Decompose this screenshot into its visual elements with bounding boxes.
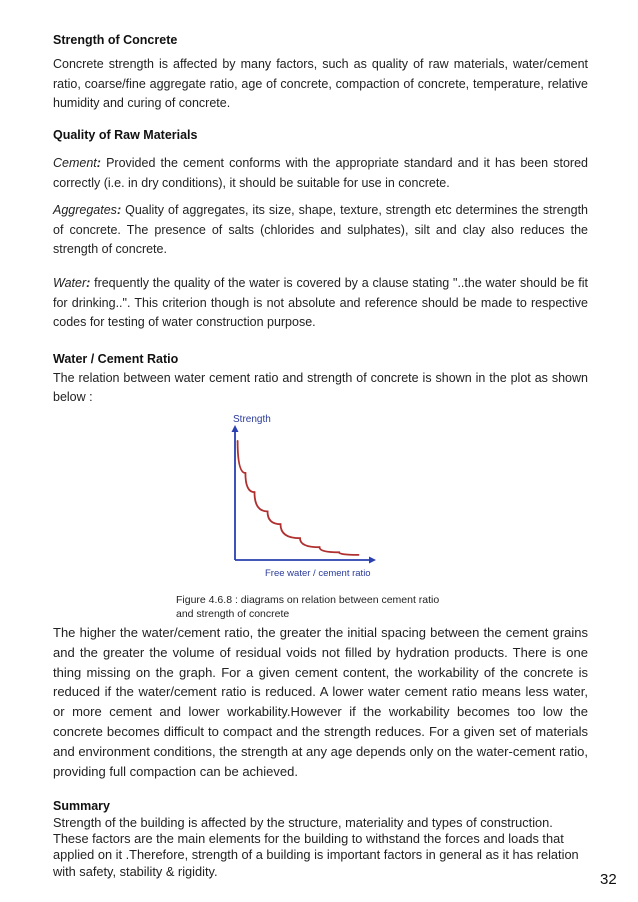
data-point <box>319 546 321 548</box>
heading-quality-raw-materials: Quality of Raw Materials <box>53 128 198 142</box>
data-point <box>280 523 282 525</box>
cement-text: Provided the cement conforms with the appropriate standard and it has been stored correctly (i.e. in dry conditions), it should be suitable for use in concrete. <box>53 156 588 190</box>
figure-caption <box>176 594 476 621</box>
data-point <box>338 551 340 553</box>
page-number: 32 <box>600 871 617 888</box>
x-axis-label: Free water / cement ratio <box>265 568 371 579</box>
data-point <box>245 472 247 474</box>
aggregates-colon: : <box>116 203 122 217</box>
water-colon: : <box>86 276 91 290</box>
strength-vs-wc-ratio-figure <box>222 410 392 582</box>
data-point <box>237 440 239 442</box>
data-point <box>254 491 256 493</box>
cement-colon: : <box>96 156 101 170</box>
paragraph-cement <box>53 154 588 193</box>
caption-line-2: and strength of concrete <box>176 607 290 620</box>
aggregates-label: Aggregates <box>53 203 117 217</box>
data-point <box>299 537 301 539</box>
paragraph-strength-factors: Concrete strength is affected by many factors, such as quality of raw materials, water/cement ratio, coarse/fine aggregate ratio, age of concrete, compaction of concrete, temperature, relative humidity and curing of concrete. <box>53 57 588 110</box>
aggregates-text: Quality of aggregates, its size, shape, texture, strength etc determines the strength of concrete. The presence of salts (chlorides and sulphates), silt and clay also reduces the strength of concrete. <box>53 203 588 256</box>
y-axis-label: Strength <box>233 414 271 425</box>
data-point <box>267 510 269 512</box>
heading-summary: Summary <box>53 799 110 813</box>
caption-line-1: Figure 4.6.8 : diagrams on relation between cement ratio <box>176 594 440 606</box>
water-text: frequently the quality of the water is covered by a clause stating "..the water should be fit for drinking..". This criterion though is not absolute and reference should be made to respective codes for testing of water construction purpose. <box>53 276 588 329</box>
paragraph-plot-intro: The relation between water cement ratio and strength of concrete is shown in the plot as shown below : <box>53 371 588 404</box>
data-point <box>358 554 360 556</box>
paragraph-water-cement-explanation: The higher the water/cement ratio, the greater the initial spacing between the cement grains and the greater the volume of residual voids not filled by hydration products. There is one thing missing on the graph. For a given cement content, the workability of the concrete is reduced if the water/cement ratio is reduced. A lower water cement ratio means less water, or more cement and lower workability.However if the workability becomes too low the concrete becomes difficult to compact and the strength reduces. For a given set of materials and environment conditions, the strength at any age depends only on the water-cement ratio, providing full compaction can be achieved. <box>53 625 588 779</box>
x-axis-arrow <box>369 557 376 564</box>
paragraph-water <box>53 274 588 333</box>
paragraph-summary: Strength of the building is affected by the structure, materiality and types of construction. These factors are the main elements for the building to withstand the forces and loads that applied on it .Therefore, strength of a building is important factors in general as it has relation with safety, stability & rigidity. <box>53 815 579 879</box>
heading-water-cement-ratio: Water / Cement Ratio <box>53 352 179 366</box>
strength-chart <box>222 410 392 582</box>
cement-label: Cement <box>53 156 97 170</box>
series-line-strength <box>238 441 359 555</box>
heading-strength-of-concrete: Strength of Concrete <box>53 33 178 47</box>
water-label: Water <box>53 276 87 290</box>
y-axis-arrow <box>232 425 239 432</box>
paragraph-aggregates <box>53 201 588 260</box>
